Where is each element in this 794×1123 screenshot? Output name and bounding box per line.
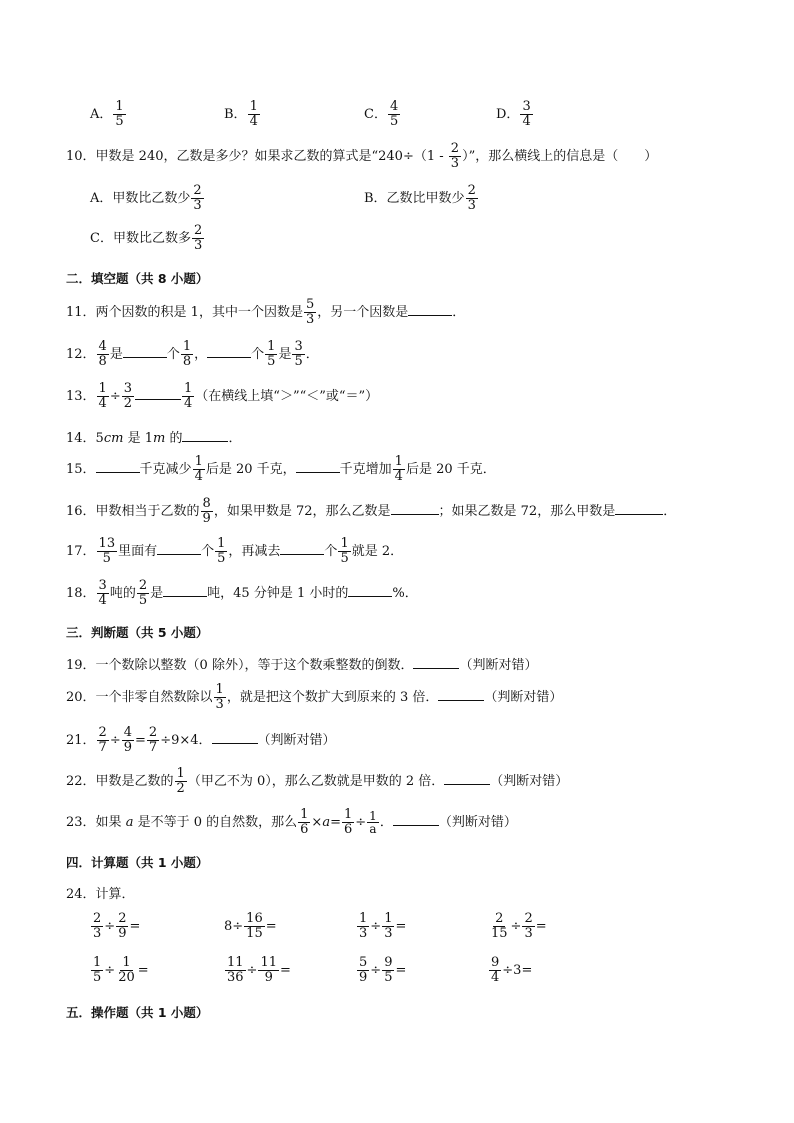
answer-blank[interactable] bbox=[157, 542, 201, 555]
fraction bbox=[97, 726, 109, 755]
question-text: ，再减去 bbox=[228, 544, 281, 559]
fraction bbox=[357, 956, 369, 985]
fraction-num: 1 bbox=[194, 454, 203, 469]
fraction-den: 9 bbox=[359, 970, 368, 985]
fraction bbox=[382, 956, 394, 985]
section-title-operate: 五．操作题（共 1 小题） bbox=[66, 1005, 209, 1020]
answer-blank[interactable] bbox=[135, 387, 181, 400]
question-text: ；如果乙数是 72，那么甲数是 bbox=[438, 504, 616, 519]
fraction bbox=[147, 726, 159, 755]
fraction bbox=[489, 912, 510, 941]
fraction-num: 1 bbox=[394, 454, 403, 469]
question-text: ）”，那么横线上的信息是（ ） bbox=[462, 149, 658, 164]
fraction-num: 2 bbox=[118, 911, 127, 926]
option-text: B．乙数比甲数少 bbox=[364, 191, 465, 206]
fraction-num: 1 bbox=[343, 807, 353, 822]
fraction-den: 4 bbox=[98, 593, 107, 608]
question-number: 18． bbox=[66, 586, 96, 601]
operator: = bbox=[395, 919, 407, 934]
fraction-num: 1 bbox=[93, 955, 102, 970]
question-17 bbox=[66, 537, 403, 566]
question-16 bbox=[66, 497, 676, 526]
question-text: （判断对错） bbox=[257, 733, 336, 748]
question-10 bbox=[66, 142, 657, 171]
operator: = bbox=[137, 963, 149, 978]
fraction-den: 8 bbox=[182, 354, 192, 369]
operator: = bbox=[280, 963, 291, 978]
question-text: 20．一个非零自然数除以 bbox=[66, 690, 213, 705]
fraction-den: 4 bbox=[184, 396, 193, 411]
fraction-den: 5 bbox=[267, 354, 276, 369]
question-text: ． bbox=[452, 305, 466, 320]
fraction-num: 2 bbox=[524, 911, 533, 926]
fraction-num: 1 bbox=[384, 911, 393, 926]
fraction bbox=[214, 683, 226, 712]
fraction-num: 1 bbox=[300, 807, 309, 822]
section-title-fill: 二．填空题（共 8 小题） bbox=[66, 271, 209, 286]
operator: ÷ bbox=[104, 963, 116, 978]
q9-option-c bbox=[364, 100, 401, 129]
calc-item bbox=[356, 912, 406, 941]
option-label: A． bbox=[90, 107, 113, 122]
fraction bbox=[489, 956, 501, 985]
question-text: 16．甲数相当于乙数的 bbox=[66, 504, 200, 519]
unit: cm bbox=[103, 431, 124, 446]
operator: ÷ bbox=[109, 389, 121, 404]
question-13 bbox=[66, 382, 378, 411]
question-12 bbox=[66, 340, 319, 369]
fraction bbox=[97, 579, 109, 608]
question-text: （判断对错） bbox=[438, 815, 517, 830]
operator: ÷3= bbox=[502, 963, 533, 978]
fraction-den: 5 bbox=[294, 354, 303, 369]
fraction-den: 5 bbox=[340, 551, 349, 566]
fraction-den: 3 bbox=[215, 697, 224, 712]
fraction bbox=[520, 100, 532, 129]
fraction-den: 3 bbox=[359, 926, 368, 941]
question-text: 里面有 bbox=[118, 544, 158, 559]
fraction-num: 2 bbox=[193, 183, 202, 198]
question-text: 后是 20 千克， bbox=[205, 462, 296, 477]
fraction bbox=[382, 912, 394, 941]
fraction bbox=[248, 100, 260, 129]
question-21 bbox=[66, 726, 336, 755]
question-number: 17． bbox=[66, 544, 96, 559]
answer-blank[interactable] bbox=[163, 584, 207, 597]
answer-blank[interactable] bbox=[280, 542, 324, 555]
fraction-den: 7 bbox=[98, 740, 107, 755]
fraction-den: 36 bbox=[227, 970, 244, 985]
fraction-num: 2 bbox=[193, 223, 203, 238]
operator: × bbox=[311, 815, 323, 830]
fraction bbox=[265, 340, 277, 369]
option-label: D． bbox=[496, 107, 520, 122]
q10-option-a bbox=[90, 184, 205, 213]
fraction-num: 3 bbox=[123, 381, 133, 396]
fraction-num: 5 bbox=[305, 297, 315, 312]
question-text: 是 1 bbox=[123, 431, 153, 446]
question-19 bbox=[66, 654, 537, 673]
operator: ÷ bbox=[370, 919, 382, 934]
unit: m bbox=[152, 431, 166, 446]
fraction bbox=[122, 382, 134, 411]
variable: a bbox=[125, 815, 134, 830]
fraction bbox=[137, 579, 149, 608]
fraction-den: 5 bbox=[217, 551, 226, 566]
question-18 bbox=[66, 579, 418, 608]
fraction bbox=[338, 537, 350, 566]
answer-blank[interactable] bbox=[408, 303, 452, 316]
operator: ÷ bbox=[510, 919, 522, 934]
fraction-den: 4 bbox=[194, 469, 203, 484]
q9-option-d bbox=[496, 100, 534, 129]
fraction-num: 1 bbox=[217, 536, 226, 551]
fraction-den: 9 bbox=[264, 970, 273, 985]
fraction bbox=[342, 808, 354, 837]
fraction bbox=[367, 810, 379, 835]
fraction bbox=[182, 382, 194, 411]
fraction-den: 4 bbox=[249, 114, 258, 129]
question-text: %． bbox=[392, 586, 418, 601]
fraction bbox=[113, 100, 125, 129]
fraction-num: 1 bbox=[359, 911, 368, 926]
fraction bbox=[97, 537, 118, 566]
operator: = bbox=[535, 919, 547, 934]
fraction-den: 5 bbox=[102, 551, 111, 566]
question-number: 10． bbox=[66, 149, 96, 164]
fraction-den: 4 bbox=[98, 396, 107, 411]
question-15 bbox=[66, 455, 496, 484]
question-text: 19．一个数除以整数（0 除外），等于这个数乘整数的倒数． bbox=[66, 658, 414, 673]
question-number: 15． bbox=[66, 462, 96, 477]
question-number: 21． bbox=[66, 733, 96, 748]
fraction-num: 2 bbox=[467, 183, 476, 198]
question-text: ，如果甲数是 72，那么乙数是 bbox=[213, 504, 391, 519]
option-text: C．甲数比乙数多 bbox=[90, 231, 191, 246]
question-text: ． bbox=[663, 504, 677, 519]
fraction bbox=[388, 100, 400, 129]
question-text: （甲乙不为 0），那么乙数就是甲数的 2 倍． bbox=[187, 774, 445, 789]
question-text: （判断对错） bbox=[484, 690, 563, 705]
answer-blank[interactable] bbox=[296, 460, 340, 473]
fraction bbox=[97, 340, 109, 369]
fraction-num: 13 bbox=[98, 536, 116, 551]
answer-blank[interactable] bbox=[438, 688, 484, 701]
fraction-num: 11 bbox=[260, 955, 277, 970]
fraction-den: 4 bbox=[491, 970, 500, 985]
question-24-title: 24．计算． bbox=[66, 887, 135, 902]
fraction-den: 3 bbox=[193, 198, 202, 213]
question-text: ÷9×4． bbox=[160, 733, 212, 748]
fraction bbox=[193, 455, 205, 484]
question-text: 吨的 bbox=[109, 586, 136, 601]
fraction-den: 3 bbox=[384, 926, 393, 941]
fraction-den: 5 bbox=[138, 593, 148, 608]
q9-option-a bbox=[90, 100, 127, 129]
operator: ÷ bbox=[370, 963, 382, 978]
fraction-num: 2 bbox=[450, 141, 460, 156]
fraction-den: 4 bbox=[522, 114, 531, 129]
fraction bbox=[522, 912, 534, 941]
answer-blank[interactable] bbox=[393, 813, 439, 826]
answer-blank[interactable] bbox=[413, 656, 459, 669]
fraction bbox=[292, 340, 304, 369]
answer-blank[interactable] bbox=[444, 772, 490, 785]
fraction-den: 9 bbox=[118, 926, 127, 941]
question-text: 甲数是 240，乙数是多少？如果求乙数的算式是“240÷（1 - bbox=[95, 149, 448, 164]
option-label: B． bbox=[224, 107, 247, 122]
fraction bbox=[201, 497, 213, 526]
question-text: 后是 20 千克． bbox=[405, 462, 496, 477]
fraction-num: 2 bbox=[495, 911, 504, 926]
fraction-den: 2 bbox=[123, 396, 133, 411]
fraction bbox=[116, 912, 128, 941]
question-text: ． bbox=[379, 815, 393, 830]
answer-blank[interactable] bbox=[348, 584, 392, 597]
question-text: 22．甲数是乙数的 bbox=[66, 774, 174, 789]
calc-item bbox=[224, 956, 291, 985]
question-text: 个 bbox=[201, 544, 215, 559]
fraction bbox=[225, 956, 246, 985]
fraction bbox=[192, 224, 204, 253]
fraction bbox=[393, 455, 405, 484]
q10-option-c bbox=[90, 224, 205, 253]
operator: 8÷ bbox=[224, 919, 244, 934]
fraction bbox=[258, 956, 279, 985]
fraction-den: 3 bbox=[524, 926, 533, 941]
calc-item bbox=[224, 912, 277, 941]
question-number: 13． bbox=[66, 389, 96, 404]
fraction-den: 15 bbox=[246, 926, 263, 941]
fraction-den: 6 bbox=[343, 822, 353, 837]
calc-item bbox=[90, 956, 149, 985]
fraction bbox=[91, 912, 103, 941]
fraction-num: 2 bbox=[98, 725, 107, 740]
fraction-den: 3 bbox=[450, 156, 460, 171]
fraction-num: 3 bbox=[98, 578, 107, 593]
section-title-calc: 四．计算题（共 1 小题） bbox=[66, 855, 209, 870]
fraction-num: 16 bbox=[246, 911, 263, 926]
fraction bbox=[191, 184, 203, 213]
operator: ÷ bbox=[109, 733, 121, 748]
question-text: 吨，45 分钟是 1 小时的 bbox=[207, 586, 349, 601]
option-text: A．甲数比乙数少 bbox=[90, 191, 191, 206]
question-22 bbox=[66, 767, 568, 796]
fraction-num: 3 bbox=[522, 99, 531, 114]
operator: = bbox=[265, 919, 277, 934]
fraction bbox=[449, 142, 461, 171]
option-label: C． bbox=[364, 107, 387, 122]
fraction bbox=[97, 382, 109, 411]
calc-item bbox=[90, 912, 140, 941]
question-text: 个 bbox=[166, 347, 180, 362]
fraction-den: 9 bbox=[202, 511, 211, 526]
variable: a bbox=[322, 815, 331, 830]
calc-item bbox=[488, 956, 532, 985]
fraction-den: 3 bbox=[305, 312, 315, 327]
fraction bbox=[91, 956, 103, 985]
operator: = bbox=[395, 963, 407, 978]
q9-option-b bbox=[224, 100, 261, 129]
question-text: ． bbox=[228, 431, 242, 446]
section-title-judge: 三．判断题（共 5 小题） bbox=[66, 625, 209, 640]
fraction-den: 20 bbox=[118, 970, 135, 985]
fraction bbox=[122, 726, 134, 755]
fraction-den: 5 bbox=[389, 114, 399, 129]
question-text: （判断对错） bbox=[490, 774, 569, 789]
fraction-num: 1 bbox=[184, 381, 193, 396]
question-text: 是 bbox=[150, 586, 164, 601]
fraction-num: 3 bbox=[294, 339, 303, 354]
operator: = bbox=[330, 815, 341, 830]
fraction bbox=[298, 808, 310, 837]
fraction-den: 5 bbox=[93, 970, 102, 985]
question-text: 就是 2． bbox=[351, 544, 404, 559]
fraction-den: 7 bbox=[148, 740, 158, 755]
question-text: 的 bbox=[165, 431, 183, 446]
question-text: 千克增加 bbox=[339, 462, 392, 477]
fraction-num: 4 bbox=[389, 99, 399, 114]
fraction-num: 1 bbox=[249, 99, 258, 114]
fraction-num: 1 bbox=[115, 99, 124, 114]
fraction-num: 1 bbox=[98, 381, 107, 396]
question-text: 个 bbox=[324, 544, 338, 559]
fraction-den: 6 bbox=[300, 822, 309, 837]
fraction-num: 11 bbox=[227, 955, 244, 970]
value: 5 bbox=[95, 431, 104, 446]
fraction-num: 1 bbox=[122, 955, 131, 970]
fraction-den: a bbox=[369, 822, 377, 836]
question-20 bbox=[66, 683, 562, 712]
fraction-num: 9 bbox=[384, 955, 393, 970]
fraction-num: 1 bbox=[340, 536, 349, 551]
fraction bbox=[304, 298, 316, 327]
question-14 bbox=[66, 427, 241, 446]
q10-option-b bbox=[364, 184, 479, 213]
fraction-den: 2 bbox=[176, 781, 185, 796]
question-text: 千克减少 bbox=[139, 462, 192, 477]
fraction-num: 8 bbox=[202, 496, 211, 511]
fraction-num: 1 bbox=[215, 682, 224, 697]
fraction-num: 2 bbox=[138, 578, 148, 593]
answer-blank[interactable] bbox=[615, 502, 663, 515]
answer-blank[interactable] bbox=[96, 460, 140, 473]
fraction-den: 3 bbox=[93, 926, 102, 941]
fraction-den: 5 bbox=[115, 114, 124, 129]
operator: ÷ bbox=[104, 919, 116, 934]
fraction-den: 3 bbox=[193, 238, 203, 253]
fraction-den: 3 bbox=[467, 198, 476, 213]
fraction bbox=[357, 912, 369, 941]
question-text: 是 bbox=[109, 347, 123, 362]
operator: = bbox=[135, 733, 146, 748]
question-text: 11．两个因数的积是 1，其中一个因数是 bbox=[66, 305, 303, 320]
fraction-num: 2 bbox=[148, 725, 158, 740]
operator: = bbox=[129, 919, 141, 934]
fraction-num: 5 bbox=[359, 955, 368, 970]
question-number: 14． bbox=[66, 431, 96, 446]
question-text: 个 bbox=[251, 347, 265, 362]
question-text: （判断对错） bbox=[459, 658, 538, 673]
fraction-den: 4 bbox=[394, 469, 403, 484]
fraction bbox=[466, 184, 478, 213]
question-text: 是不等于 0 的自然数，那么 bbox=[133, 815, 298, 830]
fraction-num: 1 bbox=[267, 339, 276, 354]
fraction-num: 9 bbox=[491, 955, 500, 970]
question-text: ． bbox=[305, 347, 319, 362]
fraction bbox=[175, 767, 187, 796]
question-11 bbox=[66, 298, 465, 327]
fraction-den: 5 bbox=[384, 970, 393, 985]
operator: ÷ bbox=[355, 815, 367, 830]
fraction bbox=[244, 912, 265, 941]
calc-item bbox=[356, 956, 406, 985]
fraction-den: 8 bbox=[98, 354, 107, 369]
fraction-num: 4 bbox=[98, 339, 107, 354]
fraction-num: 2 bbox=[93, 911, 102, 926]
fraction-num: 1 bbox=[182, 339, 192, 354]
answer-blank[interactable] bbox=[212, 731, 258, 744]
answer-blank[interactable] bbox=[391, 502, 439, 515]
fraction-num: 1 bbox=[176, 766, 185, 781]
fraction bbox=[116, 956, 137, 985]
answer-blank[interactable] bbox=[207, 345, 251, 358]
question-text: ，就是把这个数扩大到原来的 3 倍． bbox=[226, 690, 439, 705]
question-text: ， bbox=[194, 347, 208, 362]
fraction bbox=[215, 537, 227, 566]
fraction-num: 1 bbox=[369, 809, 377, 823]
calc-item bbox=[488, 912, 547, 941]
fraction-den: 9 bbox=[123, 740, 133, 755]
question-text: ，另一个因数是 bbox=[317, 305, 409, 320]
question-number: 12． bbox=[66, 347, 96, 362]
question-text: 23．如果 bbox=[66, 815, 126, 830]
question-text: 是 bbox=[278, 347, 292, 362]
answer-blank[interactable] bbox=[182, 429, 228, 442]
fraction bbox=[181, 340, 193, 369]
question-23 bbox=[66, 808, 517, 837]
question-text: （在横线上填“＞”“＜”或“＝”） bbox=[195, 389, 379, 404]
fraction-den: 15 bbox=[491, 926, 508, 941]
fraction-num: 4 bbox=[123, 725, 133, 740]
operator: ÷ bbox=[246, 963, 258, 978]
answer-blank[interactable] bbox=[123, 345, 167, 358]
